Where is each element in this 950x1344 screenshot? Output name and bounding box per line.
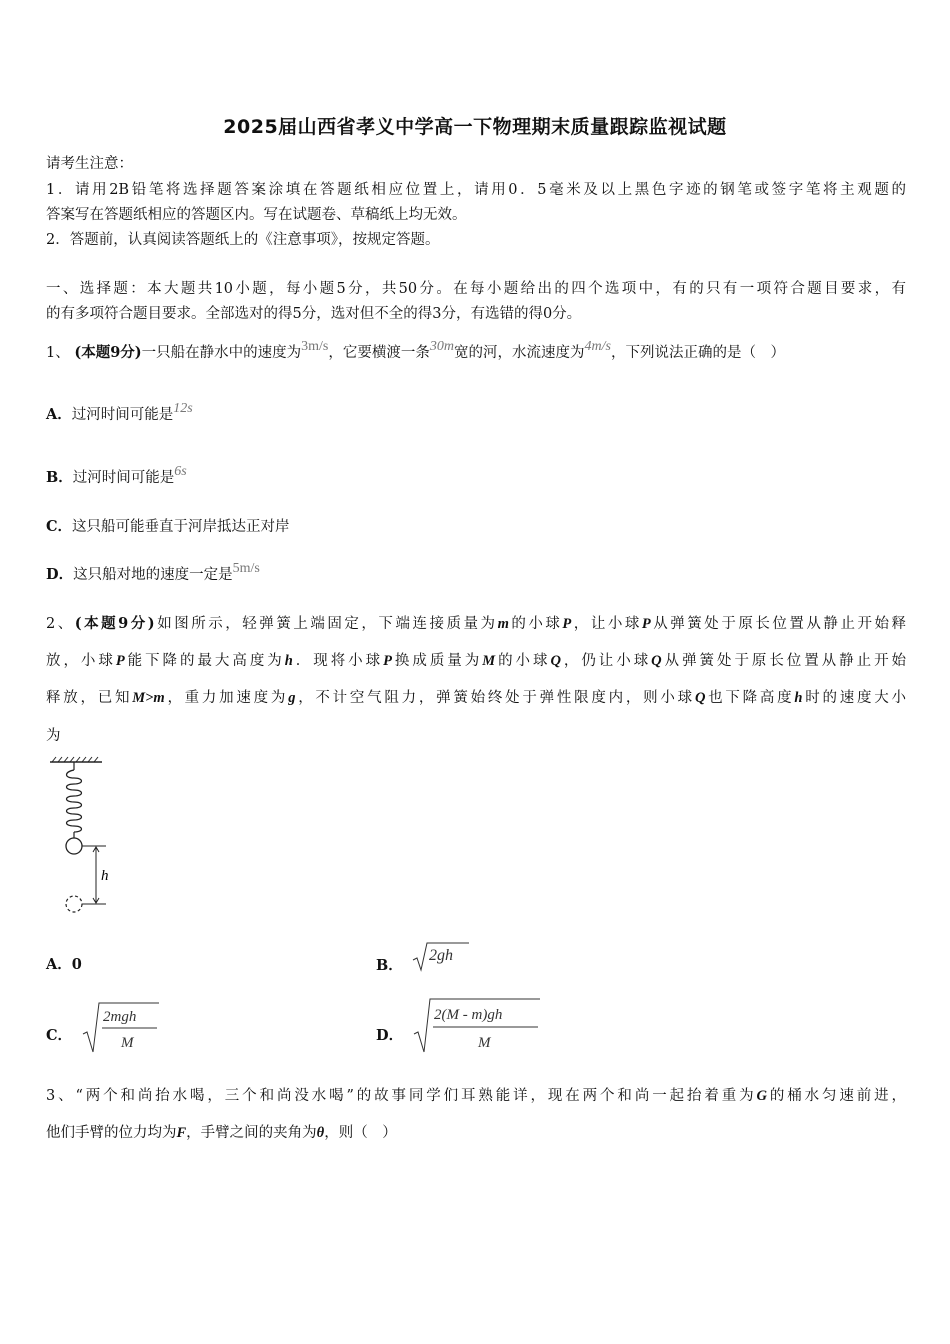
question-3-number: 3、 xyxy=(46,1088,76,1104)
question-2-number: 2、 xyxy=(46,616,75,632)
question-2-option-d[interactable] xyxy=(376,996,542,1054)
water-speed-value: 4m/s xyxy=(584,339,611,354)
notice-item-2: 2．答题前，认真阅读答题纸上的《注意事项》，按规定答题。 xyxy=(46,232,440,248)
gravity-g: g xyxy=(288,690,296,706)
fraction-2mmgh-over-m xyxy=(412,996,542,1054)
q2-text: 释放，已知 xyxy=(46,690,133,706)
question-2-line-2 xyxy=(46,649,906,670)
question-2-option-a[interactable] xyxy=(46,953,82,974)
q2-text: ，重力加速度为 xyxy=(164,690,289,706)
option-c-label: C． xyxy=(46,518,73,535)
angle-theta: θ xyxy=(316,1125,325,1141)
question-1-option-d[interactable] xyxy=(46,563,260,584)
question-1-text-2: ，它要横渡一条 xyxy=(328,345,430,361)
q2-text: 能下降的最大高度为 xyxy=(124,653,285,669)
river-width-value: 30m xyxy=(429,339,455,354)
option-c-label: C． xyxy=(46,1027,73,1044)
notice-item-1-line-1: 1．请用2B铅笔将选择题答案涂填在答题纸相应位置上，请用0．5毫米及以上黑色字迹的钢笔或签字笔将主观题的 xyxy=(46,182,906,198)
ball-p: P xyxy=(383,653,392,669)
ball-q: Q xyxy=(651,653,662,669)
option-d-label: D． xyxy=(46,566,74,583)
q2-text: 时的速度大小 xyxy=(802,690,906,706)
height-h: h xyxy=(284,653,293,669)
option-b-text: 过河时间可能是 xyxy=(72,470,175,486)
question-2-line-1 xyxy=(46,612,906,633)
mass-m: m xyxy=(497,616,509,632)
q2-text: 也下降高度 xyxy=(705,690,795,706)
question-2-line-3 xyxy=(46,686,906,707)
question-3-line-1 xyxy=(46,1084,906,1105)
q2-text: ，不计空气阻力，弹簧始终处于弹性限度内，则小球 xyxy=(295,690,695,706)
height-label: h xyxy=(101,868,109,884)
q2-text: 从弹簧处于原长位置从静止开始 xyxy=(661,653,907,669)
sqrt-2gh xyxy=(411,940,471,972)
question-1-text-1: 一只船在静水中的速度为 xyxy=(141,345,302,361)
q3-text: “两个和尚抬水喝，三个和尚没水喝”的故事同学们耳熟能详，现在两个和尚一起抬着重为 xyxy=(75,1088,757,1104)
section-1-intro-line-1: 一、选择题：本大题共10小题，每小题5分，共50分。在每小题给出的四个选项中，有的只有一项符合题目要求，有 xyxy=(46,281,906,297)
option-b-label: B． xyxy=(46,469,73,486)
question-2-line-4: 为 xyxy=(46,728,61,744)
ball-q: Q xyxy=(550,653,561,669)
q2-text: 如图所示，轻弹簧上端固定，下端连接质量为 xyxy=(154,616,498,632)
question-2-option-c[interactable] xyxy=(46,1000,161,1054)
question-2-score: (本题9分) xyxy=(74,615,155,632)
question-3-line-2 xyxy=(46,1121,397,1142)
height-h: h xyxy=(794,690,803,706)
notice-item-1-line-2: 答案写在答题纸相应的答题区内。写在试题卷、草稿纸上均无效。 xyxy=(46,207,467,223)
option-b-value: 2gh xyxy=(429,947,454,964)
option-d-numerator: 2(M - m)gh xyxy=(433,1007,503,1023)
notice-heading: 请考生注意： xyxy=(46,156,133,172)
question-1-option-c[interactable] xyxy=(46,515,290,536)
q3-text: 的桶水匀速前进， xyxy=(766,1088,907,1104)
page-title: 2025届山西省孝义中学高一下物理期末质量跟踪监视试题 xyxy=(223,116,727,138)
option-b-label: B． xyxy=(376,957,403,974)
mass-M: M xyxy=(482,653,496,669)
spring-coil xyxy=(67,770,82,832)
q2-text: 换成质量为 xyxy=(391,653,483,669)
question-1-option-b[interactable] xyxy=(46,466,187,487)
q2-text: 从弹簧处于原长位置从静止开始释 xyxy=(650,616,907,632)
ball-q: Q xyxy=(694,690,706,706)
ball-p: P xyxy=(641,616,651,632)
question-1-text-4: ，下列说法正确的是（ ） xyxy=(610,345,785,361)
ball-lowest-position xyxy=(66,896,82,912)
weight-g: G xyxy=(756,1088,767,1104)
q2-text: ，仍让小球 xyxy=(560,653,652,669)
force-f: F xyxy=(176,1125,187,1141)
option-a-label: A． xyxy=(46,406,72,423)
option-c-text: 这只船可能垂直于河岸抵达正对岸 xyxy=(72,519,290,535)
q2-text: 的小球 xyxy=(495,653,551,669)
option-a-label: A． xyxy=(46,956,72,973)
section-1-intro-line-2: 的有多项符合题目要求。全部选对的得5分，选对但不全的得3分，有选错的得0分。 xyxy=(46,306,582,322)
ball-p-circle xyxy=(66,838,82,854)
option-a-value: 12s xyxy=(173,401,193,416)
question-1-score: (本题9分) xyxy=(74,344,142,361)
q3-text: ，手臂之间的夹角为 xyxy=(186,1125,317,1141)
q2-text: 的小球 xyxy=(508,616,563,632)
option-d-text: 这只船对地的速度一定是 xyxy=(73,567,233,583)
question-1-stem xyxy=(46,341,785,362)
ball-p: P xyxy=(115,653,125,669)
question-1-option-a[interactable] xyxy=(46,403,193,424)
boat-speed-value: 3m/s xyxy=(301,339,329,354)
question-1-number: 1、 xyxy=(46,345,70,361)
mass-condition: M>m xyxy=(132,690,165,706)
q3-text: ，则（ ） xyxy=(324,1125,397,1141)
fraction-2mgh-over-m xyxy=(81,1000,161,1054)
option-b-value: 6s xyxy=(174,464,187,479)
question-2-option-b[interactable] xyxy=(376,940,471,972)
option-d-denominator: M xyxy=(477,1035,491,1051)
option-c-numerator: 2mgh xyxy=(102,1009,136,1025)
q2-text: ．现将小球 xyxy=(292,653,384,669)
q2-text: 放，小球 xyxy=(46,653,116,669)
option-a-text: 过河时间可能是 xyxy=(71,407,174,423)
q2-text: ，让小球 xyxy=(571,616,642,632)
question-1-text-3: 宽的河，水流速度为 xyxy=(454,345,585,361)
option-c-denominator: M xyxy=(120,1035,134,1051)
option-a-value: 0 xyxy=(71,956,82,973)
q3-text: 他们手臂的位力均为 xyxy=(46,1125,177,1141)
spring-figure xyxy=(46,756,116,916)
ball-p: P xyxy=(562,616,572,632)
option-d-value: 5m/s xyxy=(232,561,260,576)
option-d-label: D． xyxy=(376,1027,404,1044)
